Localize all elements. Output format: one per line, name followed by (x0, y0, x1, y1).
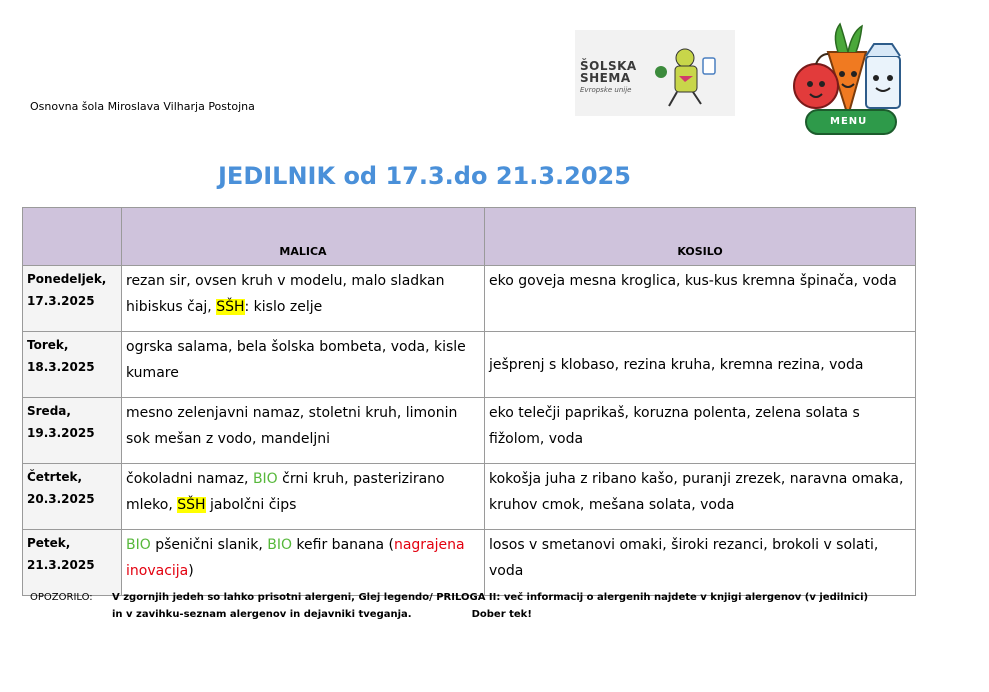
prize-label: nagrajena inovacija (126, 537, 465, 579)
malica-text: jabolčni čips (205, 497, 297, 513)
table-row (23, 530, 916, 596)
day-date: 18.3.2025 (27, 360, 95, 374)
note-line-1: V zgornjih jedeh so lahko prisotni alergeni, Glej legendo/ PRILOGA II: več informacij o alergenih najdete v knjigi alergenov (v jedilnici) (112, 592, 869, 603)
bio-label: BIO (267, 537, 292, 553)
malica-text: ) (188, 563, 194, 579)
malica-text: kefir banana ( (291, 537, 394, 553)
allergen-note (30, 589, 868, 623)
malica-text: črni kruh, pasterizirano mleko, (126, 471, 445, 513)
header-day-cell (23, 208, 122, 266)
kosilo-cell: kokošja juha z ribano kašo, puranji zrezek, naravna omaka, kruhov cmok, mešana solata, voda (485, 464, 916, 530)
bio-label: BIO (126, 537, 151, 553)
day-name: Petek, (27, 536, 71, 550)
malica-cell (122, 530, 485, 596)
menu-logo (788, 12, 912, 140)
table-row (23, 398, 916, 464)
header-kosilo: KOSILO (485, 208, 916, 266)
kosilo-cell: ješprenj s klobaso, rezina kruha, kremna rezina, voda (485, 332, 916, 398)
malica-cell: mesno zelenjavni namaz, stoletni kruh, limonin sok mešan z vodo, mandeljni (122, 398, 485, 464)
day-cell (23, 398, 122, 464)
menu-table (22, 207, 916, 596)
page-title: JEDILNIK od 17.3.do 21.3.2025 (218, 162, 631, 190)
malica-text: : kislo zelje (244, 299, 323, 315)
ssh-badge: SŠH (216, 299, 245, 315)
malica-text: pšenični slanik, (150, 537, 268, 553)
table-row (23, 332, 916, 398)
malica-text: rezan sir, ovsen kruh v modelu, malo sladkan hibiskus čaj, (126, 273, 445, 315)
day-date: 20.3.2025 (27, 492, 95, 506)
day-cell (23, 464, 122, 530)
kosilo-cell: eko telečji paprikaš, koruzna polenta, zelena solata s fižolom, voda (485, 398, 916, 464)
table-header-row (23, 208, 916, 266)
day-name: Ponedeljek, (27, 272, 107, 286)
school-name: Osnovna šola Miroslava Vilharja Postojna (30, 100, 255, 113)
shema-word-1: ŠOLSKA (580, 59, 637, 73)
shema-word-2: SHEMA (580, 71, 631, 85)
ssh-badge: SŠH (177, 497, 206, 513)
day-cell (23, 530, 122, 596)
malica-text: čokoladni namaz, (126, 471, 253, 487)
day-cell (23, 332, 122, 398)
day-name: Torek, (27, 338, 69, 352)
malica-cell: ogrska salama, bela šolska bombeta, voda, kisle kumare (122, 332, 485, 398)
day-name: Sreda, (27, 404, 71, 418)
header-malica: MALICA (122, 208, 485, 266)
solska-shema-logo (575, 30, 735, 116)
malica-cell (122, 266, 485, 332)
table-row (23, 464, 916, 530)
day-cell (23, 266, 122, 332)
day-name: Četrtek, (27, 470, 83, 484)
shema-word-3: Evropske unije (580, 86, 632, 94)
day-date: 21.3.2025 (27, 558, 95, 572)
bio-label: BIO (252, 471, 278, 487)
note-line-2: in v zavihku-seznam alergenov in dejavniki tveganja. (112, 609, 412, 620)
table-row (23, 266, 916, 332)
menu-badge-text: MENU (830, 116, 868, 127)
kosilo-cell: losos v smetanovi omaki, široki rezanci, brokoli v solati, voda (485, 530, 916, 596)
kosilo-cell: eko goveja mesna kroglica, kus-kus kremna špinača, voda (485, 266, 916, 332)
day-date: 17.3.2025 (27, 294, 95, 308)
day-date: 19.3.2025 (27, 426, 95, 440)
note-label: OPOZORILO: (30, 592, 93, 603)
malica-cell (122, 464, 485, 530)
closing-text: Dober tek! (471, 609, 532, 620)
